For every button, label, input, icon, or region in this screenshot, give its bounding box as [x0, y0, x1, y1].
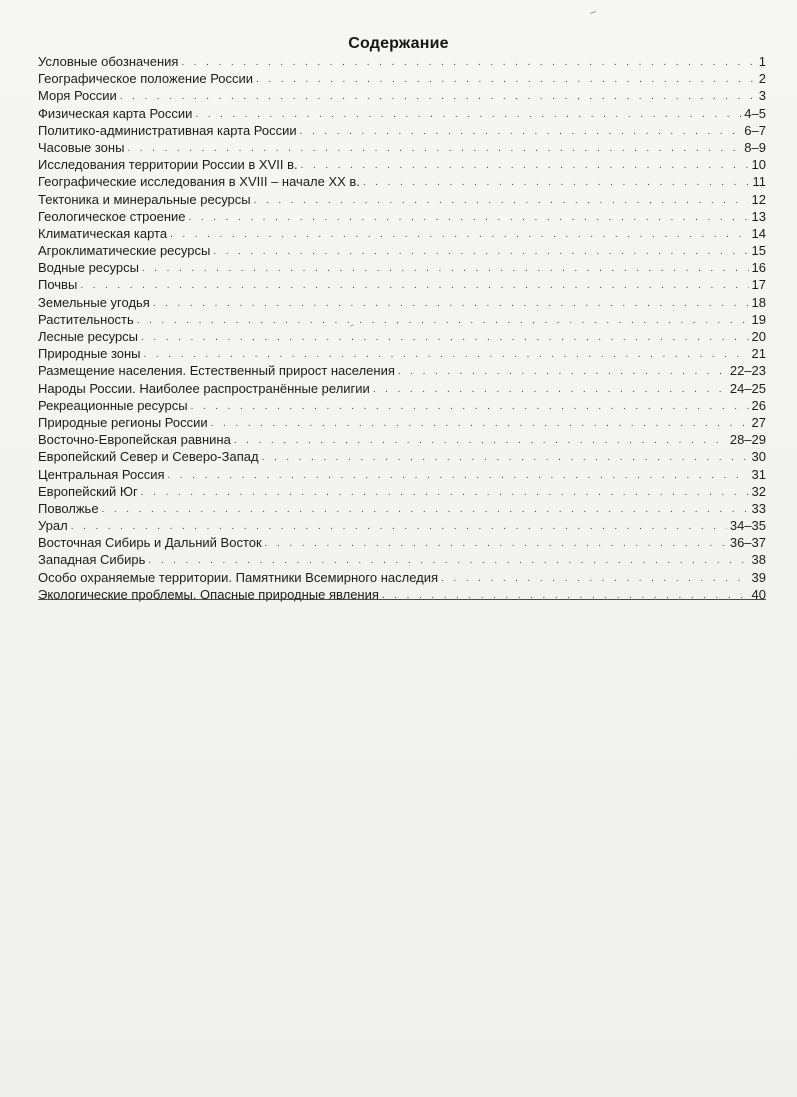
toc-entry: [38, 569, 766, 586]
toc-entry: [38, 362, 766, 379]
page-title: Содержание: [348, 35, 449, 52]
toc-entry-page: 39: [751, 569, 766, 585]
toc-entry-page: 30: [751, 449, 766, 465]
toc-leader-dots: [382, 587, 749, 604]
toc-entry-page: 33: [751, 500, 766, 516]
toc-entry-page: 2: [758, 71, 766, 87]
toc-entry-page: 32: [751, 483, 766, 499]
toc-entry: [38, 534, 766, 551]
toc-entry-label: Агроклиматические ресурсы: [38, 243, 211, 259]
toc-leader-dots: [142, 260, 749, 277]
toc-leader-dots: [153, 295, 749, 312]
toc-entry-page: 21: [751, 346, 766, 362]
toc-leader-dots: [234, 432, 727, 449]
toc-entry-page: 10: [751, 157, 766, 173]
toc-leader-dots: [213, 243, 748, 260]
toc-entry: [38, 276, 766, 293]
toc-entry: [38, 242, 766, 259]
toc-entry-label: Условные обозначения: [38, 54, 179, 69]
toc-leader-dots: [80, 277, 748, 294]
toc-leader-dots: [373, 381, 727, 398]
toc-entry: [38, 517, 766, 534]
toc-entry-label: Часовые зоны: [38, 139, 125, 155]
toc-entry-label: Природные регионы России: [38, 414, 208, 430]
toc-leader-dots: [127, 140, 741, 157]
toc-entry: [38, 70, 766, 87]
toc-entry: [38, 311, 766, 328]
toc-entry-label: Европейский Север и Северо-Запад: [38, 449, 259, 465]
toc-entry-page: 27: [751, 414, 766, 430]
toc-leader-dots: [211, 415, 749, 432]
toc-entry-label: Рекреационные ресурсы: [38, 397, 188, 413]
toc-leader-dots: [141, 484, 749, 501]
toc-entry-label: Географические исследования в XVIII – начале XX в.: [38, 174, 360, 190]
toc-entry-label: Особо охраняемые территории. Памятники Всемирного наследия: [38, 569, 439, 585]
toc-leader-dots: [398, 363, 727, 380]
toc-entry: [38, 483, 766, 500]
toc-leader-dots: [170, 226, 748, 243]
toc-entry: [38, 139, 766, 156]
toc-entry-label: Размещение населения. Естественный прирост населения: [38, 363, 395, 379]
toc-entry: [38, 173, 766, 190]
toc-entry-label: Моря России: [38, 88, 117, 104]
toc-entry-page: 3: [758, 88, 766, 104]
toc-entry-page: 24–25: [729, 380, 766, 396]
toc-entry-label: Восточно-Европейская равнина: [38, 432, 231, 448]
toc-entry: [38, 294, 766, 311]
toc-entry: [38, 259, 766, 276]
toc-entry-label: Экологические проблемы. Опасные природные явления: [38, 586, 379, 602]
toc-entry: [38, 586, 766, 603]
toc-entry: [38, 105, 766, 122]
toc-entry-page: 14: [751, 225, 766, 241]
toc-leader-dots: [71, 518, 727, 535]
toc-entry: [38, 448, 766, 465]
toc-leader-dots: [254, 192, 749, 209]
toc-entry: [38, 551, 766, 568]
toc-entry-page: 34–35: [729, 518, 766, 534]
toc-leader-dots: [189, 209, 749, 226]
toc-entry-page: 20: [751, 329, 766, 344]
toc-entry-page: 19: [751, 311, 766, 327]
toc-entry: [38, 380, 766, 397]
toc-entry-page: 18: [751, 294, 766, 310]
toc-entry-label: Центральная Россия: [38, 466, 165, 482]
toc-entry: [38, 156, 766, 173]
toc-entry-label: Западная Сибирь: [38, 552, 146, 568]
toc-entry-page: 11: [752, 174, 766, 190]
toc-entry: [38, 208, 766, 225]
toc-entry-label: Географическое положение России: [38, 71, 254, 87]
toc-entry: [38, 397, 766, 414]
toc-leader-dots: [300, 123, 742, 140]
toc-entry-page: 15: [751, 243, 766, 259]
toc-entry-page: 6–7: [744, 122, 766, 138]
toc-entry-label: Водные ресурсы: [38, 260, 139, 276]
bottom-divider: [38, 599, 766, 600]
toc-entry: [38, 122, 766, 139]
toc-leader-dots: [191, 398, 749, 415]
toc-entry: [38, 53, 766, 70]
toc-entry-page: 4–5: [744, 105, 766, 121]
toc-leader-dots: [144, 346, 749, 363]
toc-entry-page: 12: [751, 191, 766, 207]
toc-entry-label: Растительность: [38, 311, 134, 327]
toc-leader-dots: [102, 501, 749, 518]
toc-leader-dots: [256, 71, 756, 88]
toc-leader-dots: [148, 552, 748, 569]
toc-entry-page: 26: [751, 397, 766, 413]
toc-entry: [38, 328, 766, 345]
toc-leader-dots: [301, 157, 749, 174]
toc-entry-page: 40: [751, 586, 766, 602]
toc-leader-dots: [441, 570, 748, 587]
toc-entry-page: 16: [751, 260, 766, 276]
toc-entry-label: Климатическая карта: [38, 225, 168, 241]
table-of-contents: [38, 53, 766, 603]
toc-entry: [38, 345, 766, 362]
toc-entry-label: Европейский Юг: [38, 483, 138, 499]
toc-entry: [38, 414, 766, 431]
toc-entry-label: Почвы: [38, 277, 78, 293]
paper-speck: [590, 11, 596, 14]
toc-entry: [38, 466, 766, 483]
toc-entry-page: 17: [751, 277, 766, 293]
toc-leader-dots: [262, 449, 749, 466]
toc-entry-label: Урал: [38, 518, 68, 534]
toc-entry-label: Исследования территории России в XVII в.: [38, 157, 298, 173]
toc-entry-page: 1: [758, 54, 766, 69]
toc-entry-label: Физическая карта России: [38, 105, 193, 121]
toc-entry: [38, 431, 766, 448]
toc-entry: [38, 191, 766, 208]
toc-leader-dots: [141, 329, 749, 346]
toc-entry-label: Политико-административная карта России: [38, 122, 297, 138]
toc-entry-label: Восточная Сибирь и Дальний Восток: [38, 535, 262, 551]
toc-entry-label: Поволжье: [38, 500, 99, 516]
toc-leader-dots: [195, 106, 741, 123]
toc-entry-page: 31: [751, 466, 766, 482]
toc-entry-page: 28–29: [729, 432, 766, 448]
toc-leader-dots: [168, 467, 749, 484]
toc-leader-dots: [265, 535, 727, 552]
toc-entry-page: 22–23: [729, 363, 766, 379]
toc-leader-dots: [181, 54, 755, 71]
toc-leader-dots: [363, 174, 750, 191]
toc-entry-page: 13: [751, 208, 766, 224]
toc-entry-label: Геологическое строение: [38, 208, 186, 224]
toc-entry-label: Природные зоны: [38, 346, 141, 362]
toc-entry-label: Народы России. Наиболее распространённые религии: [38, 380, 370, 396]
toc-entry-label: Лесные ресурсы: [38, 329, 139, 344]
toc-leader-dots: [137, 312, 749, 329]
toc-entry-label: Земельные угодья: [38, 294, 150, 310]
toc-entry: [38, 225, 766, 242]
toc-entry: [38, 500, 766, 517]
toc-leader-dots: [120, 88, 756, 105]
toc-entry-page: 38: [751, 552, 766, 568]
toc-entry-page: 8–9: [744, 139, 766, 155]
toc-entry: [38, 87, 766, 104]
toc-entry-label: Тектоника и минеральные ресурсы: [38, 191, 251, 207]
toc-entry-page: 36–37: [729, 535, 766, 551]
